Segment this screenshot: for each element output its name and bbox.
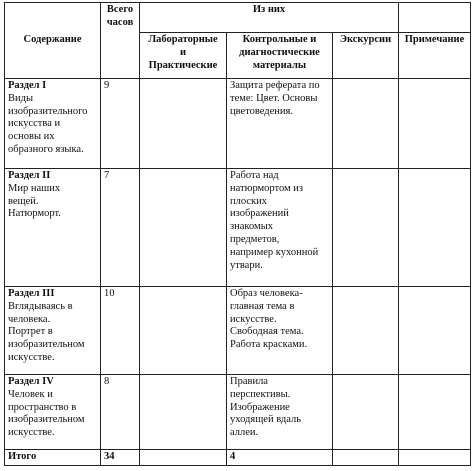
row-control: Правила перспективы. Изображение уходящей вдаль аллеи.: [227, 375, 333, 450]
header-total-hours: Всего часов: [101, 3, 140, 79]
row-hours: 8: [101, 375, 140, 450]
row-control: Образ человека- главная тема в искусстве. Свободная тема. Работа красками.: [227, 287, 333, 375]
row-lab: [140, 375, 227, 450]
row-content: Раздел II Мир наших вещей. Натюрморт.: [5, 169, 101, 287]
row-control: Защита реферата по теме: Цвет. Основы цветоведения.: [227, 79, 333, 169]
row-notes: [399, 375, 471, 450]
row-notes: [399, 287, 471, 375]
row-hours: 9: [101, 79, 140, 169]
row-hours: 7: [101, 169, 140, 287]
header-notes: Примечание: [399, 33, 471, 79]
header-lab-practical: Лабораторные и Практические: [140, 33, 227, 79]
row-content: Раздел IV Человек и пространство в изобразительном искусстве.: [5, 375, 101, 450]
row-lab: [140, 79, 227, 169]
row-control: Работа над натюрмортом из плоских изображений знакомых предметов, например кухонной утвари.: [227, 169, 333, 287]
row-lab: [140, 287, 227, 375]
table-row: [5, 169, 471, 287]
curriculum-table: [4, 2, 471, 466]
table-row: [5, 375, 471, 450]
row-notes: [399, 79, 471, 169]
row-lab: [140, 169, 227, 287]
table-row: [5, 287, 471, 375]
row-content: Раздел I Виды изобразительного искусства и основы их образного языка.: [5, 79, 101, 169]
total-lab: [140, 450, 227, 466]
header-empty: [399, 3, 471, 33]
total-row: [5, 450, 471, 466]
header-group-of-them: Из них: [140, 3, 399, 33]
total-hours: 34: [101, 450, 140, 466]
table-row: [5, 79, 471, 169]
row-hours: 10: [101, 287, 140, 375]
row-content: Раздел III Вглядываясь в человека. Портрет в изобразительном искусстве.: [5, 287, 101, 375]
row-excursions: [333, 79, 399, 169]
total-label: Итого: [5, 450, 101, 466]
row-excursions: [333, 169, 399, 287]
row-excursions: [333, 375, 399, 450]
row-notes: [399, 169, 471, 287]
total-control: 4: [227, 450, 333, 466]
total-excursions: [333, 450, 399, 466]
total-notes: [399, 450, 471, 466]
header-control-materials: Контрольные и диагностические материалы: [227, 33, 333, 79]
header-content: Содержание: [5, 3, 101, 79]
row-excursions: [333, 287, 399, 375]
header-excursions: Экскурсии: [333, 33, 399, 79]
